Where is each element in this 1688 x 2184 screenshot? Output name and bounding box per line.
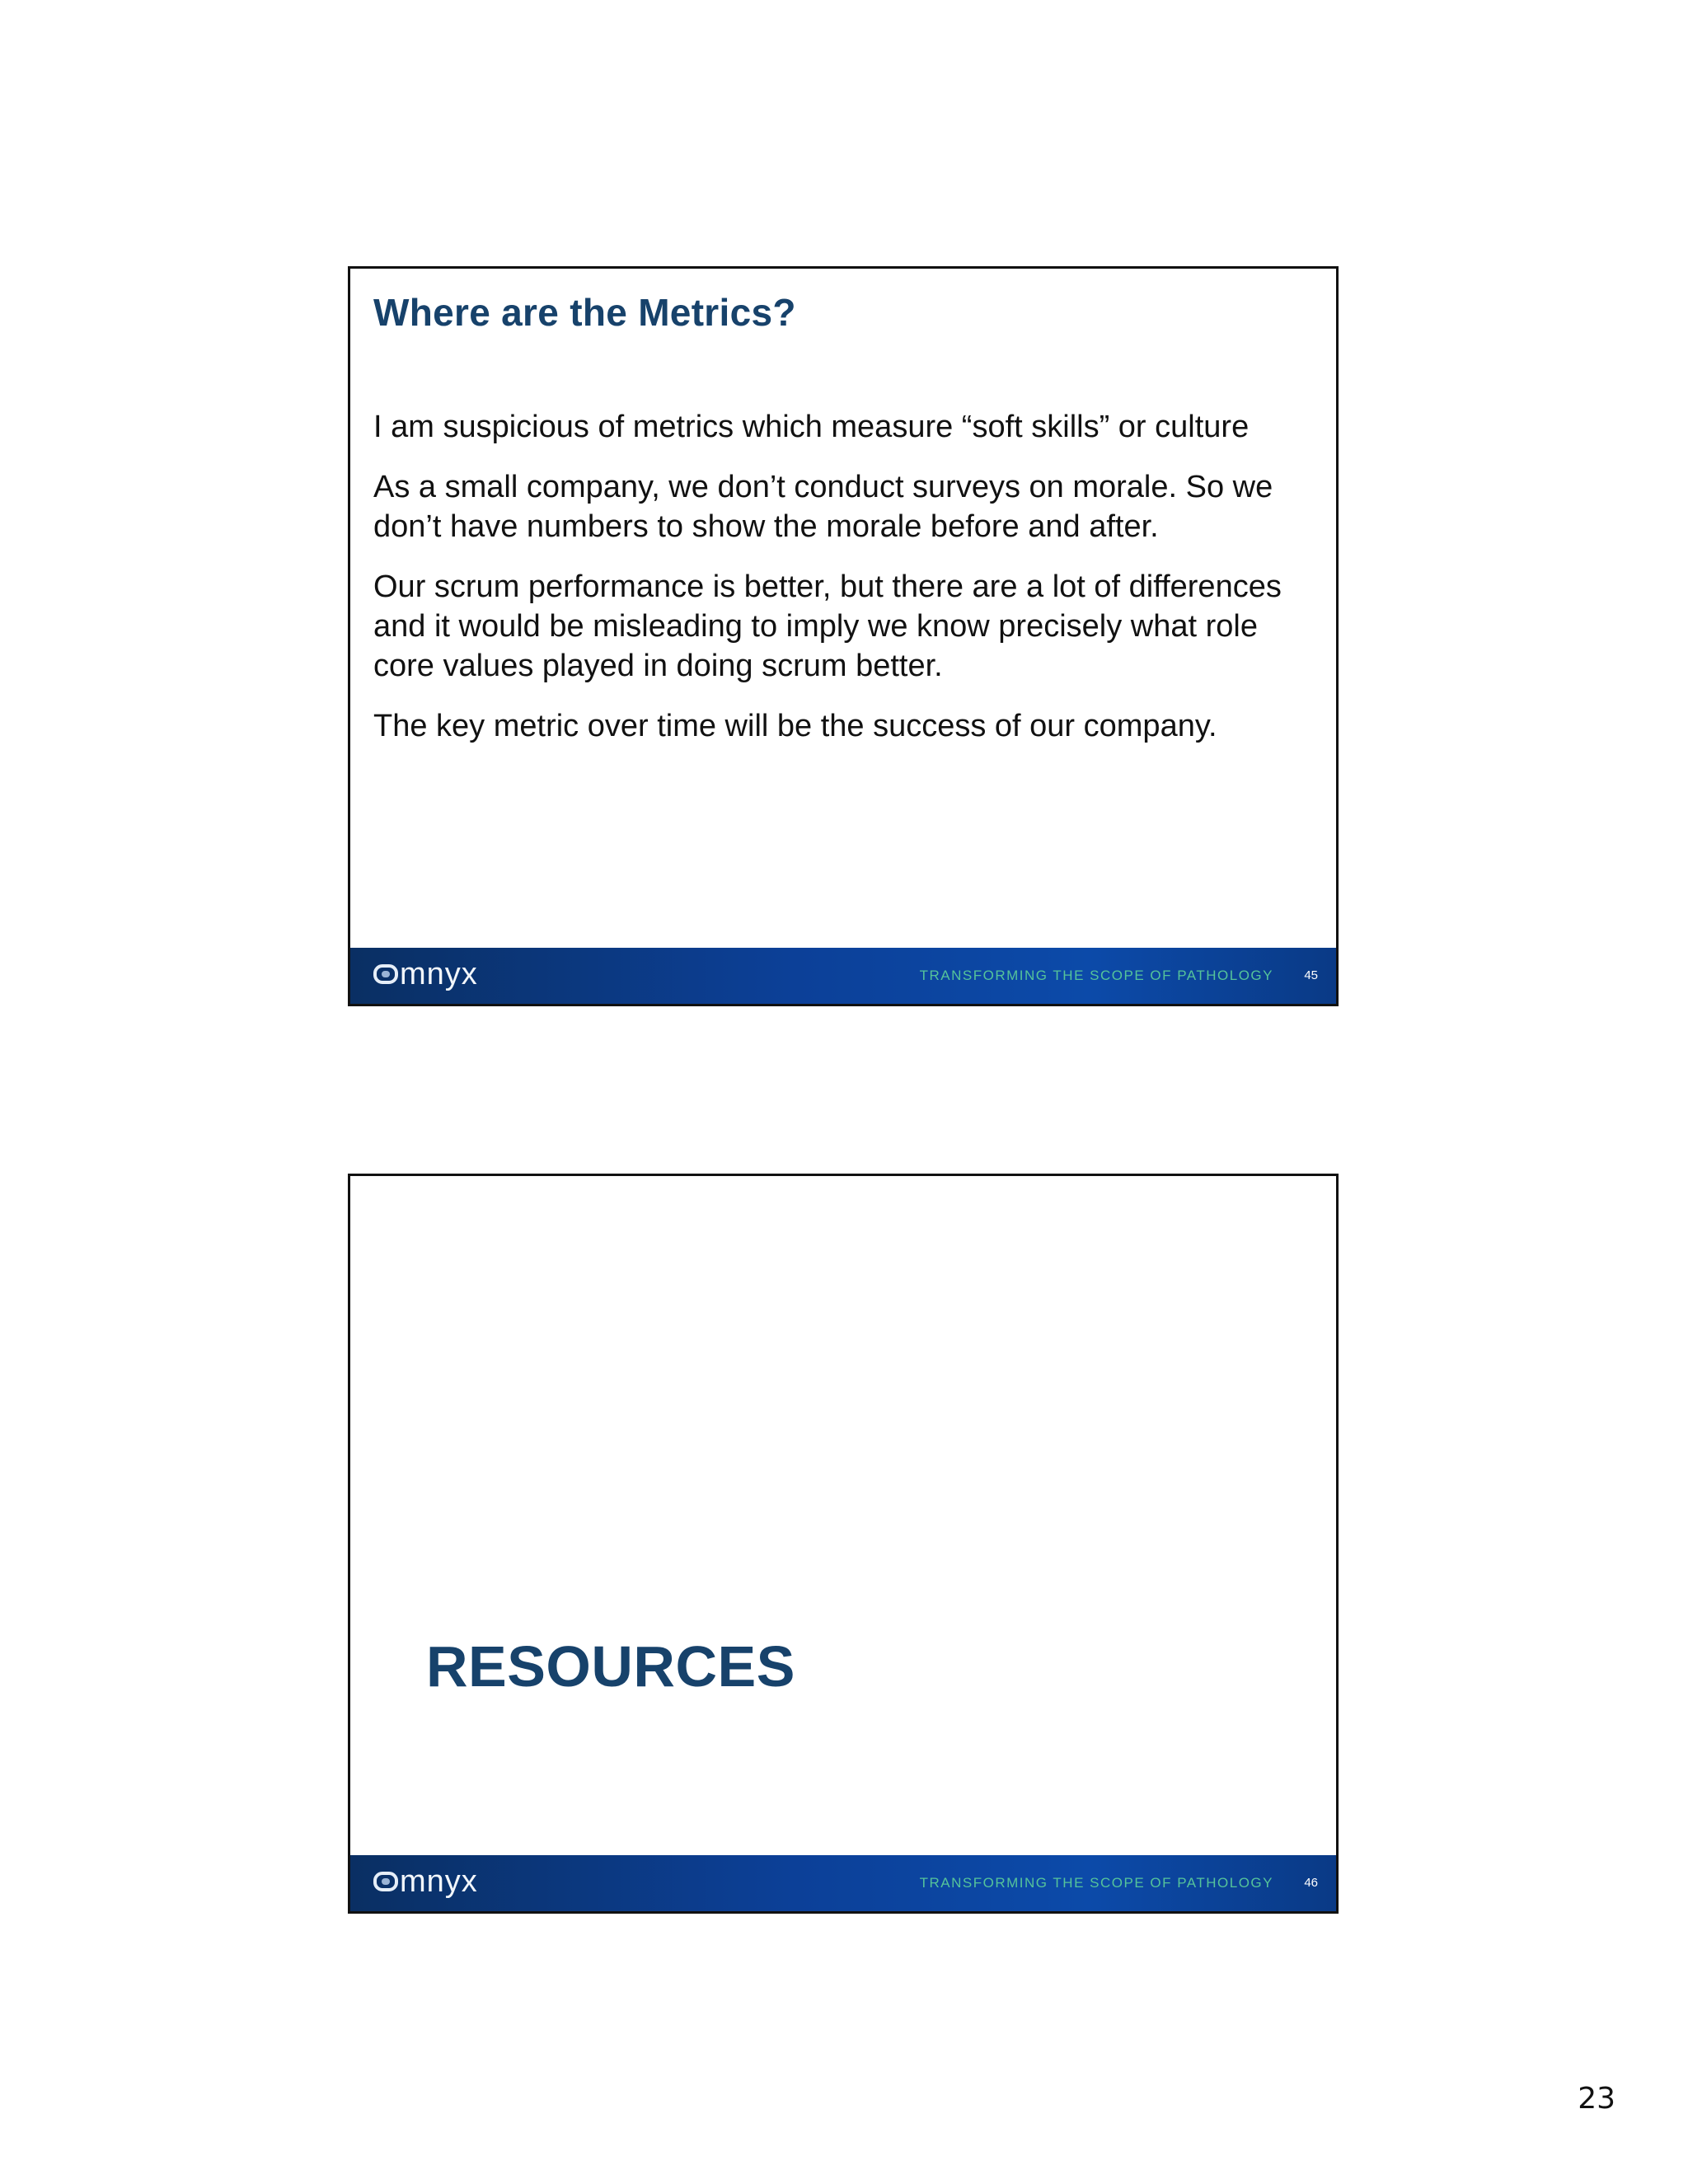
logo-text: mnyx (400, 1864, 478, 1899)
slide-paragraph: Our scrum performance is better, but there are a lot of differences and it would be misleading to imply we know precisely what role core values played in doing scrum better. (373, 569, 1282, 683)
slide-46 (348, 1174, 1339, 1914)
omnyx-logo-icon (373, 964, 398, 984)
slide-paragraph: The key metric over time will be the success of our company. (373, 709, 1217, 743)
logo-text: mnyx (400, 957, 478, 991)
slide-45 (348, 266, 1339, 1006)
omnyx-logo (373, 1865, 478, 1898)
slide-number: 45 (1304, 968, 1318, 982)
section-title: RESOURCES (426, 1634, 795, 1699)
slide-number: 46 (1304, 1876, 1318, 1890)
footer-tagline: TRANSFORMING THE SCOPE OF PATHOLOGY (919, 968, 1273, 983)
slide-paragraph: I am suspicious of metrics which measure “soft skills” or culture (373, 410, 1250, 444)
slide-footer (350, 948, 1336, 1004)
omnyx-logo-icon (373, 1872, 398, 1891)
slide-paragraph: As a small company, we don’t conduct surveys on morale. So we don’t have numbers to show the morale before and after. (373, 470, 1273, 544)
omnyx-logo (373, 958, 478, 991)
page-number: 23 (1578, 2082, 1615, 2116)
slide-footer (350, 1855, 1336, 1911)
footer-tagline: TRANSFORMING THE SCOPE OF PATHOLOGY (919, 1875, 1273, 1891)
slide-title: Where are the Metrics? (373, 291, 796, 334)
slide-body (373, 407, 1321, 766)
